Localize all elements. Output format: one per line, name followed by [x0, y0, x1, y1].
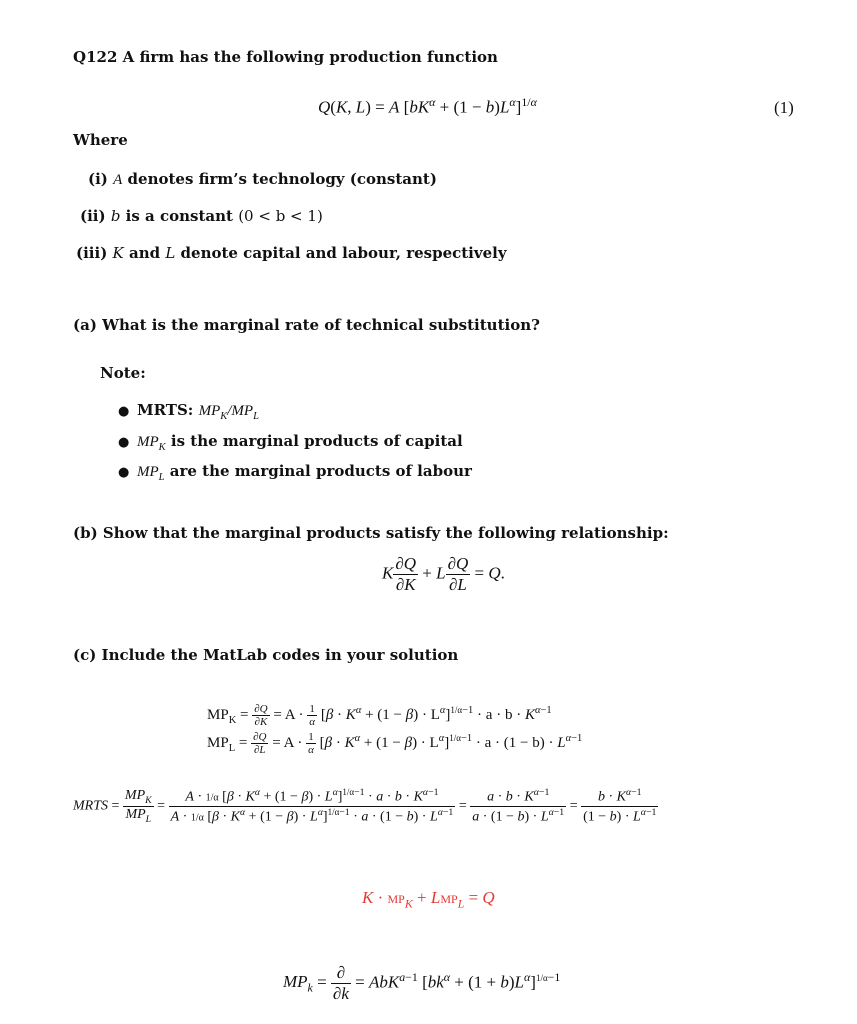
definition-num: (iii) — [76, 244, 108, 262]
part-b-prompt: (b) Show that the marginal products satisfy the following relationship: — [73, 524, 669, 542]
part-c-prompt: (c) Include the MatLab codes in your solution — [73, 646, 459, 664]
part-a-prompt: (a) What is the marginal rate of technical substitution? — [73, 316, 540, 334]
production-function: Q(K, L) = A $[bK^\alpha + (1 - b)L^\alpha]^{1/\alpha}$ — [318, 95, 537, 117]
bullet-icon: ● — [118, 435, 130, 450]
equation-number: (1) — [774, 98, 794, 117]
mrts-equation: MRTS = $\frac{MP_K}{MP_L}$ = $\frac{A \cdot 1/\alpha [\beta \cdot K^\alpha + (1 - \beta) \cdot L^\alpha]^{1/\alpha-1} \cdot a \cdot b \cdot K^{\alpha-1}}{A \cdot 1/\alpha [\beta \cdot K^\alpha + (1 - \beta) \cdot L^\alpha]^{1/\alpha-1} \cdot a \cdot (1 - b) \cdot L^{\alpha-1}}$ = $\frac{a \cdot b \cdot K^{\alpha-1}}{a \cdot (1 - b) \cdot L^{\alpha-1}}$ = $\frac{b \cdot K^{\alpha-1}}{(1 - b) \cdot L^{\alpha-1}}$ — [73, 787, 657, 825]
euler-check-red: $K \cdot MP_K + LMP_L = Q$ — [362, 888, 495, 911]
question-title: Q122 A firm has the following production function — [73, 48, 498, 66]
mpk-last-equation: $MP_k$ = $\frac{\partial}{\partial k}$ = AbK$^{a-1}$ $[bk^\alpha + (1 + b)L^\alpha]^{1/\alpha-1}$ — [283, 963, 561, 1003]
definition-text: is a constant — [125, 207, 233, 225]
definition-num: (i) — [88, 170, 108, 188]
definition-text: denotes firm’s technology (constant) — [127, 170, 437, 188]
bullet-mrts: MRTS: $MP_K/MP_L$ — [137, 401, 259, 422]
note-label: Note: — [100, 364, 146, 382]
where-label: Where — [73, 131, 128, 149]
bullet-mpk: $MP_K$ is the marginal products of capital — [137, 432, 463, 453]
definition-symbol-l: L — [165, 244, 176, 262]
bullet-mpl: $MP_L$ are the marginal products of labour — [137, 462, 472, 483]
definition-symbol: A — [113, 172, 123, 188]
mpl-equation: $MP_L$ = $\frac{\partial Q}{\partial L}$ = A · $\frac{1}{\alpha}$ $[\beta \cdot K^\alpha + (1 - \beta) \cdot L^\alpha]^{1/\alpha-1} \cdot a \cdot (1 - b) \cdot L^{\alpha-1}$ — [207, 731, 583, 756]
bullet-icon: ● — [118, 404, 130, 419]
definition-and: and — [128, 244, 161, 262]
definition-2 — [80, 207, 323, 225]
definition-3 — [76, 244, 507, 262]
mpk-equation: $MP_K$ = $\frac{\partial Q}{\partial K}$ = A · $\frac{1}{\alpha}$ $[\beta \cdot K^\alpha + (1 - \beta) \cdot L^\alpha]^{1/\alpha-1} \cdot a \cdot b \cdot K^{\alpha-1}$ — [207, 703, 552, 728]
bullet-text: are the marginal products of labour — [169, 462, 472, 480]
definition-symbol-k: K — [112, 244, 124, 262]
bullet-icon: ● — [118, 465, 130, 480]
definition-symbol: b — [110, 207, 121, 225]
definition-1 — [88, 170, 437, 189]
definition-num: (ii) — [80, 207, 106, 225]
bullet-lead: MRTS: — [137, 401, 194, 419]
euler-relationship: K $\frac{\partial Q}{\partial K}$ + L $\frac{\partial Q}{\partial L}$ = Q. — [382, 554, 505, 594]
formula-text-store — [0, 0, 1, 1]
definition-text: denote capital and labour, respectively — [180, 244, 507, 262]
definition-range: (0 < b < 1) — [238, 207, 323, 225]
bullet-text: is the marginal products of capital — [170, 432, 463, 450]
